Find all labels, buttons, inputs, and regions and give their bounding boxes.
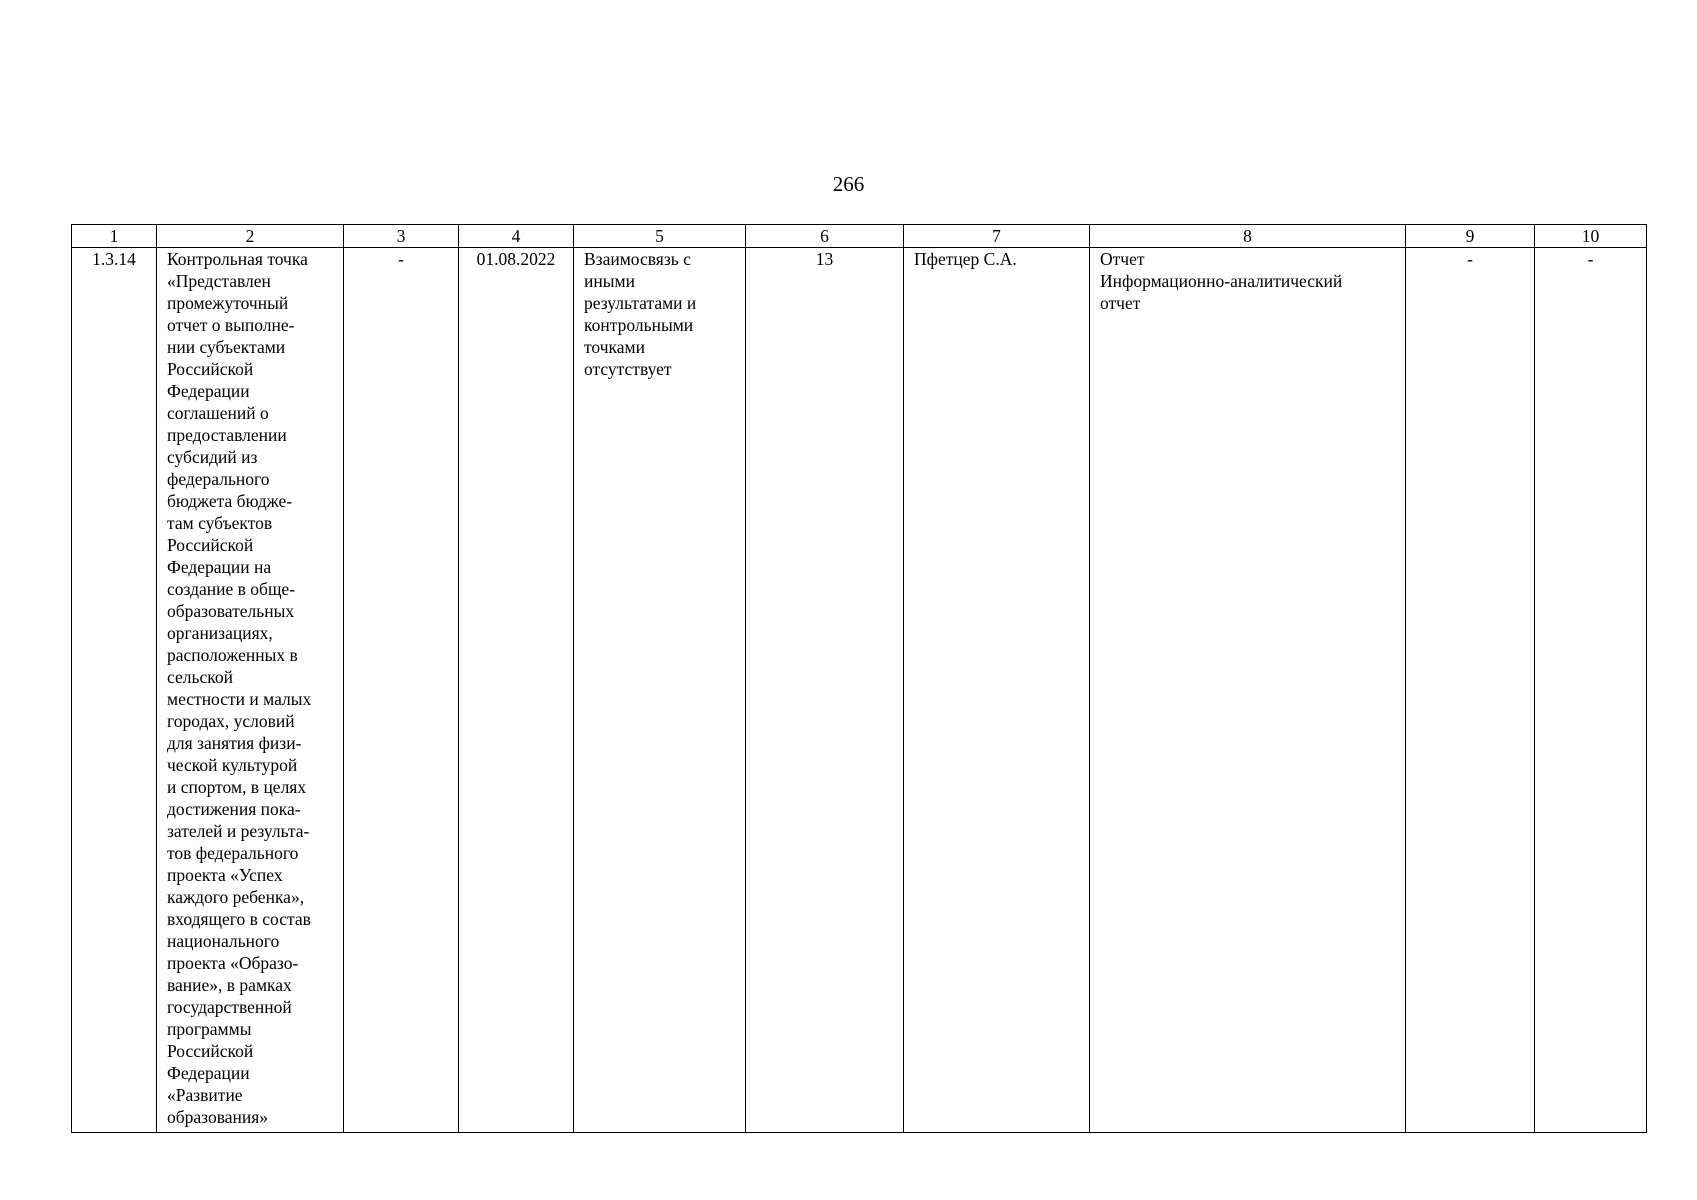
description-line: Федерации на — [167, 557, 272, 577]
description-line: программы — [167, 1019, 252, 1039]
column-header-4: 4 — [459, 225, 574, 248]
relationship-text — [584, 248, 735, 380]
description-line: местности и малых — [167, 689, 312, 709]
description-line: «Развитие — [167, 1085, 243, 1105]
column-header-7: 7 — [904, 225, 1090, 248]
relationship-line: иными — [584, 271, 635, 291]
relationship-cell — [574, 248, 746, 1133]
description-line: «Представлен — [167, 271, 271, 291]
column-header-9: 9 — [1406, 225, 1535, 248]
description-line: вание», в рамках — [167, 975, 292, 995]
date-cell: 01.08.2022 — [459, 248, 574, 1133]
description-line: национального — [167, 931, 280, 951]
description-line: тов федерального — [167, 843, 299, 863]
description-line: Федерации — [167, 1063, 250, 1083]
description-line: федерального — [167, 469, 270, 489]
relationship-line: контрольными — [584, 315, 694, 335]
column-header-6: 6 — [746, 225, 904, 248]
description-line: государственной — [167, 997, 292, 1017]
relationship-line: результатами и — [584, 293, 697, 313]
column-10-cell: - — [1535, 248, 1647, 1133]
document-type-text — [1100, 248, 1395, 314]
description-line: Российской — [167, 1041, 254, 1061]
document-type-line: Информационно-аналитический — [1100, 271, 1343, 291]
column-header-1: 1 — [72, 225, 157, 248]
description-line: зателей и результа- — [167, 821, 310, 841]
description-line: соглашений о — [167, 403, 269, 423]
description-line: входящего в состав — [167, 909, 311, 929]
control-point-description — [167, 248, 333, 1128]
column-header-2: 2 — [157, 225, 344, 248]
column-header-8: 8 — [1090, 225, 1406, 248]
description-line: Российской — [167, 535, 254, 555]
description-line: предоставлении — [167, 425, 287, 445]
description-line: ческой культурой — [167, 755, 298, 775]
document-type-line: отчет — [1100, 293, 1141, 313]
description-line: проекта «Успех — [167, 865, 283, 885]
responsible-person-cell: Пфетцер С.А. — [904, 248, 1090, 1133]
column-header-5: 5 — [574, 225, 746, 248]
item-number-cell: 1.3.14 — [72, 248, 157, 1133]
description-line: образования» — [167, 1107, 269, 1127]
description-line: городах, условий — [167, 711, 295, 731]
document-type-line: Отчет — [1100, 249, 1145, 269]
description-line: достижения пока- — [167, 799, 301, 819]
description-line: и спортом, в целях — [167, 777, 307, 797]
table-header-row — [72, 225, 1647, 248]
description-line: создание в обще- — [167, 579, 296, 599]
column-6-cell: 13 — [746, 248, 904, 1133]
description-line: сельской — [167, 667, 233, 687]
table-row — [72, 248, 1647, 1133]
description-line: отчет о выполне- — [167, 315, 295, 335]
relationship-line: отсутствует — [584, 359, 672, 379]
description-line: проекта «Образо- — [167, 953, 299, 973]
description-line: каждого ребенка», — [167, 887, 305, 907]
description-line: Контрольная точка — [167, 249, 308, 269]
column-3-cell: - — [344, 248, 459, 1133]
control-points-table — [71, 224, 1647, 1133]
column-9-cell: - — [1406, 248, 1535, 1133]
control-point-description-cell — [157, 248, 344, 1133]
description-line: бюджета бюдже- — [167, 491, 293, 511]
description-line: нии субъектами — [167, 337, 286, 357]
description-line: образовательных — [167, 601, 295, 621]
description-line: организациях, — [167, 623, 273, 643]
description-line: для занятия физи- — [167, 733, 302, 753]
description-line: расположенных в — [167, 645, 298, 665]
relationship-line: Взаимосвязь с — [584, 249, 691, 269]
document-type-cell — [1090, 248, 1406, 1133]
description-line: промежуточный — [167, 293, 289, 313]
description-line: Федерации — [167, 381, 250, 401]
column-header-3: 3 — [344, 225, 459, 248]
page-number: 266 — [832, 172, 865, 196]
description-line: там субъектов — [167, 513, 273, 533]
description-line: Российской — [167, 359, 254, 379]
column-header-10: 10 — [1535, 225, 1647, 248]
relationship-line: точками — [584, 337, 645, 357]
description-line: субсидий из — [167, 447, 258, 467]
